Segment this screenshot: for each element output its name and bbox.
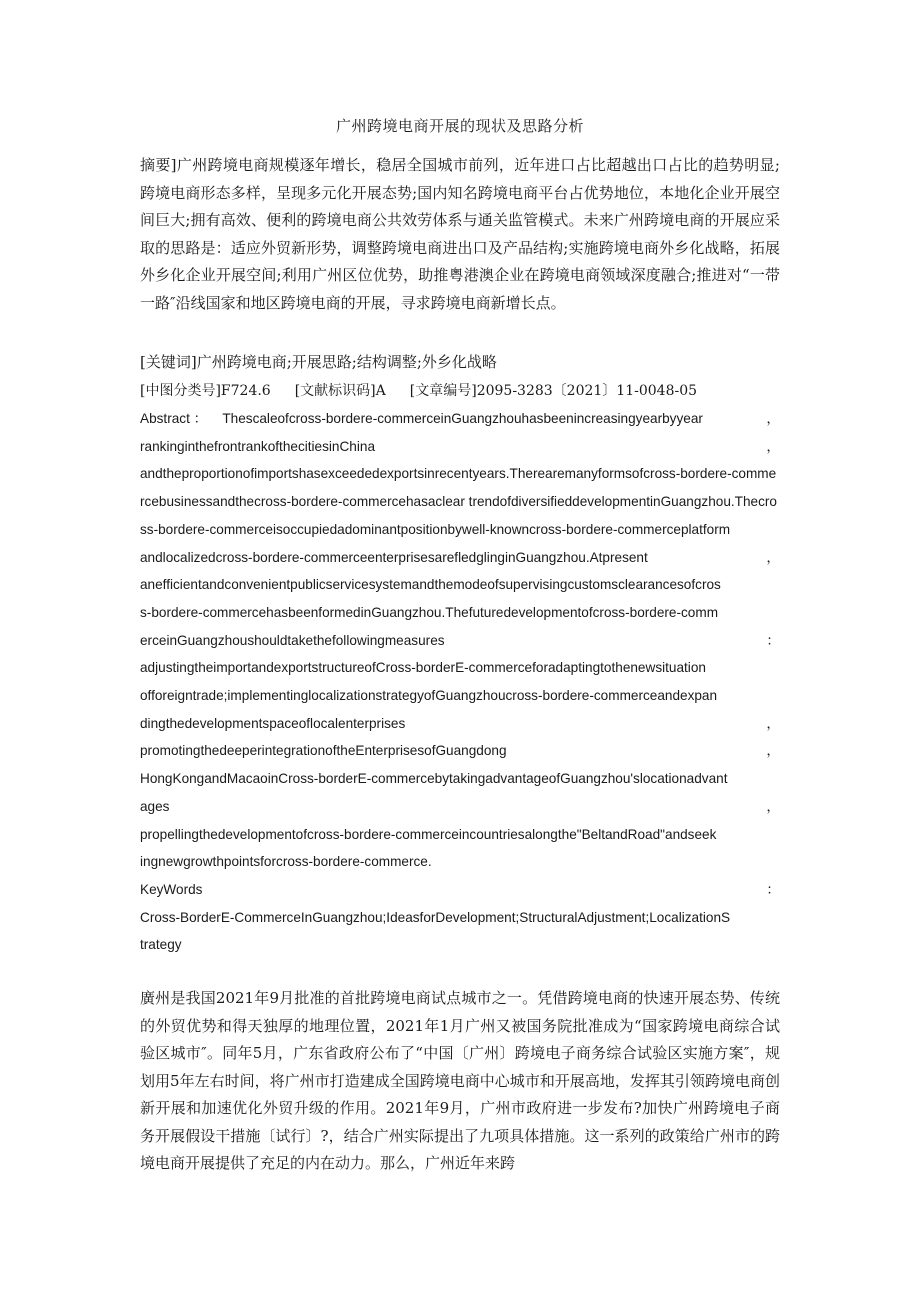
keywords-en-line (140, 876, 780, 904)
document-code: [文献标识码]A (294, 383, 386, 399)
document-title: 广州跨境电商开展的现状及思路分析 (335, 117, 584, 135)
punctuation: ， (766, 549, 780, 565)
abstract-cn: 摘要]广州跨境电商规模逐年增长，稳居全国城市前列，近年进口占比超越出口占比的趋势明显;跨境电商形态多样，呈现多元化开展态势;国内知名跨境电商平台占优势地位，本地化企业开展空间巨大;拥有高效、便利的跨境电商公共效劳体系与通关监管模式。未来广州跨境电商的开展应采取的思路是：适应外贸新形势，调整跨境电商进出口及产品结构;实施跨境电商外乡化战略，拓展外乡化企业开展空间;利用广州区位优势，助推粤港澳企业在跨境电商领域深度融合;推进对“一带一路″沿线国家和地区跨境电商的开展，寻求跨境电商新增长点。 (140, 156, 780, 312)
abstract-en-text: Thescaleofcross-bordere-commerceinGuangzhouhasbeenincreasingyearbyyear (222, 411, 703, 426)
abstract-en-line (140, 405, 780, 433)
punctuation: ， (766, 438, 780, 454)
punctuation: ， (766, 743, 780, 759)
keywords-en-text: trategy (140, 937, 182, 953)
abstract-en-text: erceinGuangzhoushouldtakethefollowingmeasures (140, 632, 445, 648)
abstract-en-line (140, 710, 780, 738)
abstract-en-text: propellingthedevelopmentofcross-bordere-commerceincountriesalongthe"BeltandRoad"andseek (140, 826, 717, 842)
punctuation: ， (766, 411, 780, 426)
abstract-en-text: anefficientandconvenientpublicservicesystemandthemodeofsupervisingcustomsclearancesofcros (140, 577, 721, 593)
abstract-en-text: andlocalizedcross-bordere-commerceenterprisesarefledglinginGuangzhou.Atpresent (140, 549, 648, 565)
abstract-en-line (140, 627, 780, 655)
abstract-en-text: ages (140, 798, 170, 814)
abstract-en-label: Abstract ： (140, 411, 208, 426)
abstract-en-line (140, 793, 780, 821)
abstract-en-text: ingnewgrowthpointsforcross-bordere-commerce. (140, 854, 432, 870)
abstract-en-text: adjustingtheimportandexportstructureofCross-borderE-commerceforadaptingtothenewsituation (140, 660, 706, 676)
punctuation: ， (766, 798, 780, 814)
abstract-en-paragraph: andtheproportionofimportshasexceededexportsinrecentyears.Therearemanyformsofcross-bordere-commercebusinessandthecross-bordere-commercehasaclear trendofdiversifieddevelopmentinGuangzhou.Thecross-bordere-commerceisoccupiedadominantpositionbywell-knowncross-bordere-commerceplatform (140, 466, 777, 537)
punctuation: ， (766, 715, 780, 731)
abstract-en-line (140, 433, 780, 461)
article-number: [文章编号]2095-3283〔2021〕11-0048-05 (409, 383, 698, 399)
keywords-cn: [关键词]广州跨境电商;开展思路;结构调整;外乡化战略 (140, 353, 497, 371)
abstract-en-text: offoreigntrade;implementinglocalizationstrategyofGuangzhoucross-bordere-commerceandexpan (140, 688, 718, 704)
abstract-en-text: HongKongandMacaoinCross-borderE-commercebytakingadvantageofGuangzhou'slocationadvant (140, 771, 728, 787)
keywords-en-text: Cross-BorderE-CommerceInGuangzhou;IdeasforDevelopment;StructuralAdjustment;LocalizationS (140, 909, 731, 925)
body-paragraph: 廣州是我国2021年9月批准的首批跨境电商试点城市之一。凭借跨境电商的快速开展态势、传统的外贸优势和得天独厚的地理位置，2021年1月广州又被国务院批准成为“国家跨境电商综合试验区城市″。同年5月，广东省政府公布了“中国〔广州〕跨境电子商务综合试验区实施方案″，规划用5年左右时间，将广州市打造建成全国跨境电商中心城市和开展高地，发挥其引领跨境电商创新开展和加速优化外贸升级的作用。2021年9月，广州市政府进一步发布?加快广州跨境电子商务开展假设干措施〔试行〕?，结合广州实际提出了九项具体措施。这一系列的政策给广州市的跨境电商开展提供了充足的内在动力。那么，广州近年来跨 (140, 989, 780, 1172)
clc-number: [中图分类号]F724.6 (140, 383, 271, 399)
abstract-en-text: promotingthedeeperintegrationoftheEnterprisesofGuangdong (140, 743, 507, 759)
abstract-en-line (140, 544, 780, 572)
abstract-en-text: s-bordere-commercehasbeenformedinGuangzhou.Thefuturedevelopmentofcross-bordere-comm (140, 604, 719, 620)
classification-line (140, 380, 780, 400)
abstract-en-text: rankinginthefrontrankofthecitiesinChina (140, 438, 376, 454)
punctuation: ： (766, 881, 780, 897)
punctuation: ： (766, 632, 780, 648)
keywords-en-label: KeyWords (140, 881, 203, 897)
abstract-en-line (140, 737, 780, 765)
abstract-en-text: dingthedevelopmentspaceoflocalenterprises (140, 715, 406, 731)
abstract-en (140, 405, 780, 959)
